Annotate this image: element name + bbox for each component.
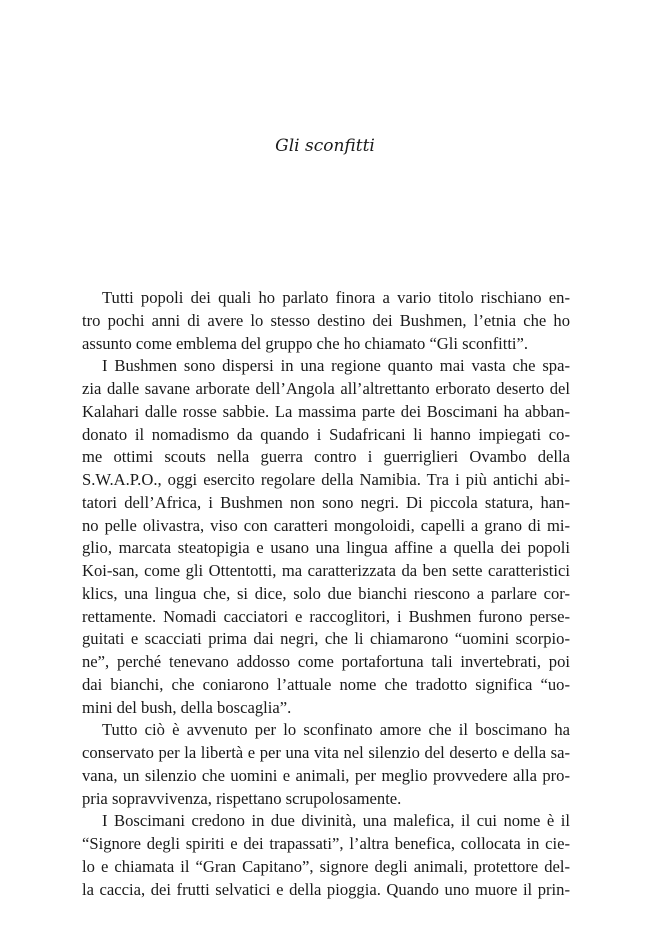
text-line: Koi-san, come gli Ottentotti, ma caratterizzata da ben sette caratteristici (82, 561, 570, 580)
text-line: pria sopravvivenza, rispettano scrupolosamente. (82, 788, 402, 808)
text-line: S.W.A.P.O., oggi esercito regolare della Namibia. Tra i più antichi abi- (82, 470, 570, 489)
text-line: klics, una lingua che, si dice, solo due bianchi riescono a parlare cor- (82, 583, 570, 603)
text-line: vana, un silenzio che uomini e animali, per meglio provvedere alla pro- (82, 765, 570, 785)
text-line: ne”, perché tenevano addosso come portafortuna tali invertebrati, poi (82, 652, 570, 671)
text-line: mini del bush, della boscaglia”. (82, 697, 292, 717)
text-line: I Bushmen sono dispersi in una regione quanto mai vasta che spa- (102, 356, 570, 376)
text-line: I Boscimani credono in due divinità, una malefica, il cui nome è il (102, 811, 570, 831)
text-line: rettamente. Nomadi cacciatori e raccoglitori, i Bushmen furono perse- (82, 606, 570, 626)
body-text (82, 287, 570, 901)
text-line: tatori dell’Africa, i Bushmen non sono negri. Di piccola statura, han- (82, 492, 570, 512)
text-line: conservato per la libertà e per una vita nel silenzio del deserto e della sa- (82, 743, 570, 762)
text-line: donato il nomadismo da quando i Sudafricani li hanno impiegati co- (82, 424, 570, 444)
text-line: guitati e scacciati prima dai negri, che li chiamarono “uomini scorpio- (82, 629, 570, 649)
text-line: glio, marcata steatopigia e usano una lingua affine a quella dei popoli (82, 538, 570, 558)
text-line: Kalahari dalle rosse sabbie. La massima parte dei Boscimani ha abban- (82, 401, 570, 421)
text-line: me ottimi scouts nella guerra contro i guerriglieri Ovambo della (82, 447, 570, 467)
text-line: dai bianchi, che coniarono l’attuale nome che tradotto significa “uo- (82, 674, 570, 694)
text-line: Tutto ciò è avvenuto per lo sconfinato amore che il boscimano ha (102, 720, 570, 740)
text-line: Tutti popoli dei quali ho parlato finora a vario titolo rischiano en- (102, 288, 570, 307)
text-line: la caccia, dei frutti selvatici e della pioggia. Quando uno muore il prin- (82, 879, 570, 899)
text-line: zia dalle savane arborate dell’Angola all’altrettanto erborato deserto del (82, 379, 570, 398)
text-line: tro pochi anni di avere lo stesso destino dei Bushmen, l’etnia che ho (82, 310, 570, 330)
text-line: no pelle olivastra, viso con caratteri mongoloidi, capelli a grano di mi- (82, 515, 570, 535)
chapter-title: Gli sconfitti (275, 136, 375, 156)
text-line: “Signore degli spiriti e dei trapassati”, l’altra benefica, collocata in cie- (82, 834, 570, 853)
text-line: lo e chiamata il “Gran Capitano”, signore degli animali, protettore del- (82, 856, 570, 876)
text-line: assunto come emblema del gruppo che ho chiamato “Gli sconfitti”. (82, 333, 529, 353)
